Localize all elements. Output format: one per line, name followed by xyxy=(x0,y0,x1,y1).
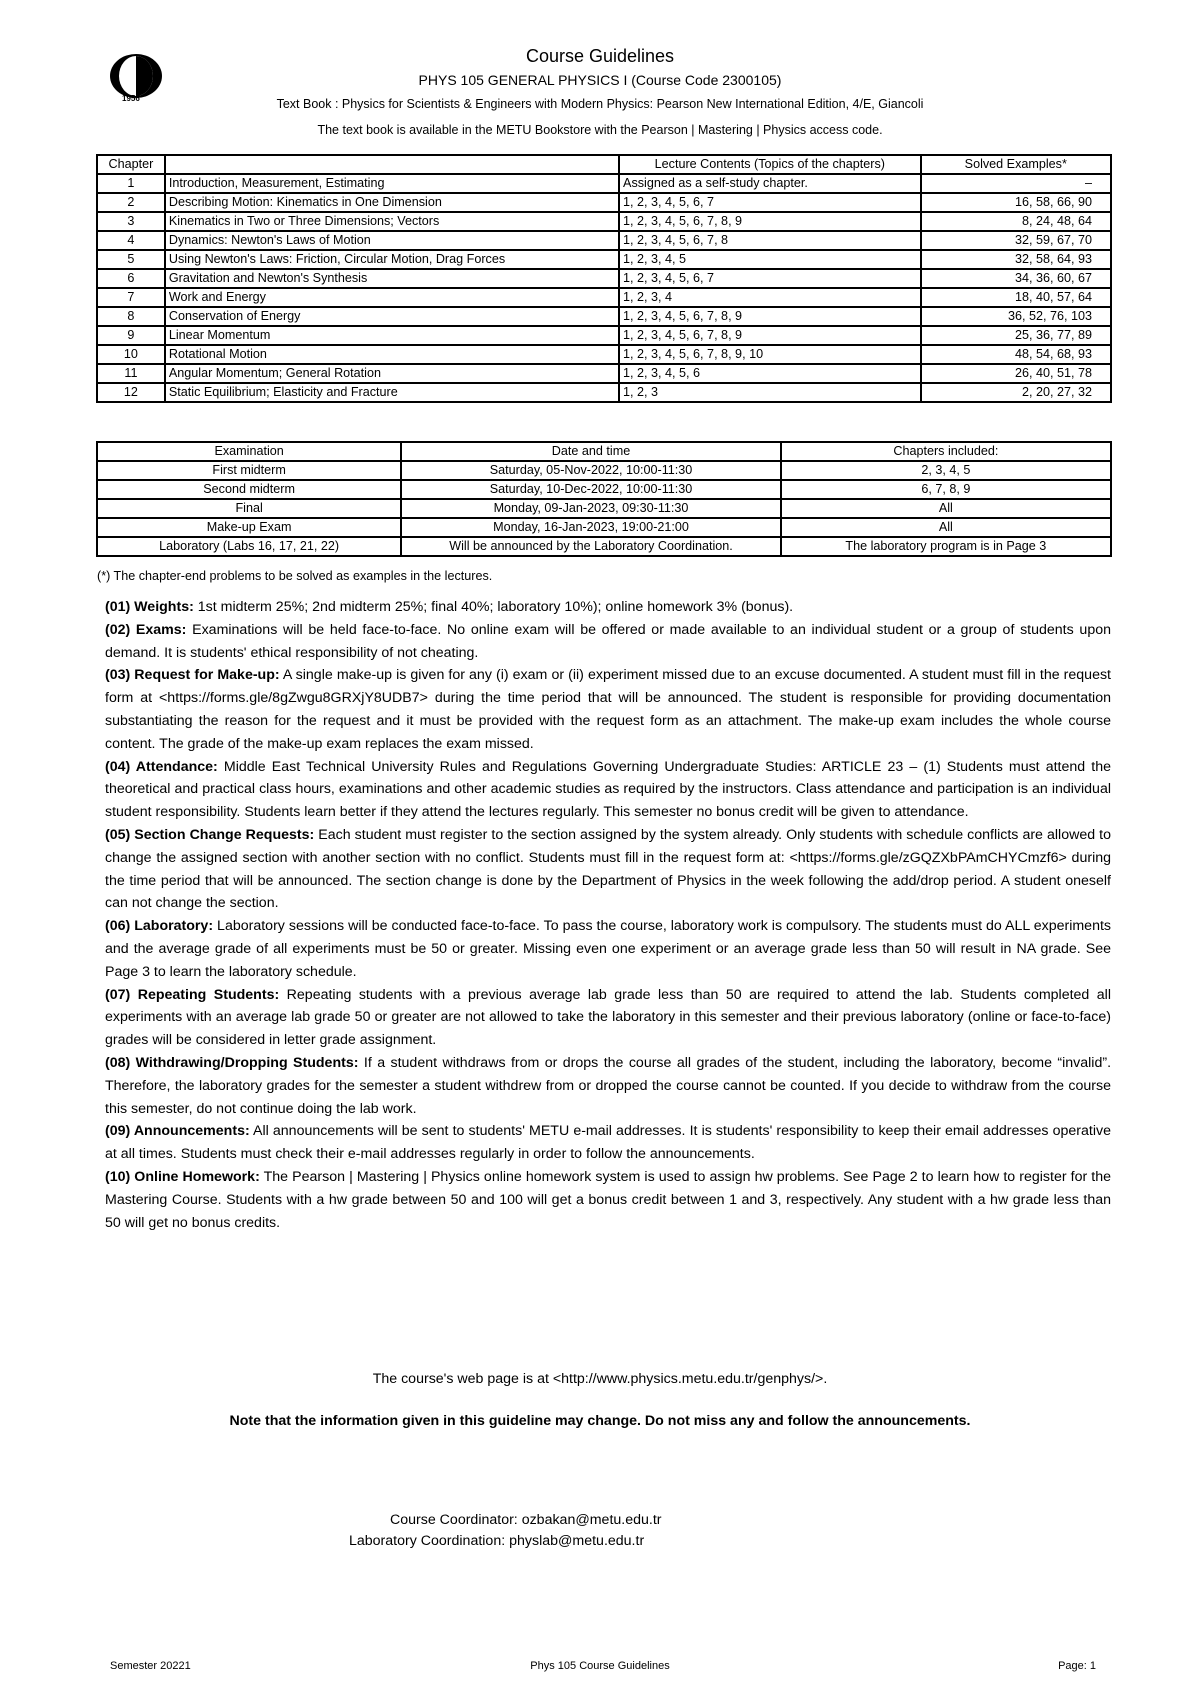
table-row xyxy=(97,364,1111,383)
col-header-lecture-contents: Lecture Contents (Topics of the chapters) xyxy=(619,155,921,174)
examination-cell: Final xyxy=(97,499,401,518)
chapters-included-cell: The laboratory program is in Page 3 xyxy=(781,537,1111,556)
col-header-chapters-included: Chapters included: xyxy=(781,442,1111,461)
table-row xyxy=(97,326,1111,345)
rule-label: (01) Weights: xyxy=(105,599,194,615)
chapter-number-cell: 7 xyxy=(97,288,165,307)
lecture-contents-cell: 1, 2, 3, 4, 5, 6, 7 xyxy=(619,269,921,288)
rule-paragraph xyxy=(105,1120,1111,1166)
solved-examples-cell: 32, 58, 64, 93 xyxy=(921,250,1111,269)
rule-paragraph xyxy=(105,596,1111,619)
solved-examples-cell: 48, 54, 68, 93 xyxy=(921,345,1111,364)
col-header-solved-examples: Solved Examples* xyxy=(921,155,1111,174)
date-time-cell: Monday, 16-Jan-2023, 19:00-21:00 xyxy=(401,518,780,537)
chapter-number-cell: 5 xyxy=(97,250,165,269)
chapter-title-cell: Rotational Motion xyxy=(165,345,619,364)
rule-label: (09) Announcements: xyxy=(105,1123,250,1140)
table-row xyxy=(97,288,1111,307)
chapter-title-cell: Conservation of Energy xyxy=(165,307,619,326)
lecture-contents-cell: 1, 2, 3, 4, 5, 6 xyxy=(619,364,921,383)
chapter-number-cell: 10 xyxy=(97,345,165,364)
rule-label: (06) Laboratory: xyxy=(105,918,214,935)
chapter-title-cell: Angular Momentum; General Rotation xyxy=(165,364,619,383)
col-header-title xyxy=(165,155,619,174)
lecture-contents-cell: 1, 2, 3, 4, 5, 6, 7, 8, 9, 10 xyxy=(619,345,921,364)
date-time-cell: Will be announced by the Laboratory Coordination. xyxy=(401,537,780,556)
solved-examples-cell: 36, 52, 76, 103 xyxy=(921,307,1111,326)
solved-examples-cell: 26, 40, 51, 78 xyxy=(921,364,1111,383)
table-row xyxy=(97,461,1111,480)
lecture-contents-cell: 1, 2, 3, 4, 5, 6, 7, 8 xyxy=(619,231,921,250)
chapter-number-cell: 8 xyxy=(97,307,165,326)
rule-paragraph xyxy=(105,664,1111,755)
rule-paragraph xyxy=(105,984,1111,1052)
solved-examples-cell: 2, 20, 27, 32 xyxy=(921,383,1111,402)
rule-paragraph xyxy=(105,1052,1111,1120)
chapter-number-cell: 11 xyxy=(97,364,165,383)
examination-cell: First midterm xyxy=(97,461,401,480)
course-web-page: The course's web page is at <http://www.physics.metu.edu.tr/genphys/>. xyxy=(372,1371,828,1387)
table-row xyxy=(97,307,1111,326)
chapter-number-cell: 6 xyxy=(97,269,165,288)
solved-examples-cell: 18, 40, 57, 64 xyxy=(921,288,1111,307)
rule-paragraph xyxy=(105,824,1111,915)
chapter-number-cell: 1 xyxy=(97,174,165,193)
exams-table xyxy=(96,441,1112,557)
page-title: Course Guidelines xyxy=(525,46,675,66)
chapter-title-cell: Using Newton's Laws: Friction, Circular Motion, Drag Forces xyxy=(165,250,619,269)
chapter-title-cell: Kinematics in Two or Three Dimensions; Vectors xyxy=(165,212,619,231)
solved-examples-cell: 34, 36, 60, 67 xyxy=(921,269,1111,288)
table-row xyxy=(97,383,1111,402)
chapter-title-cell: Linear Momentum xyxy=(165,326,619,345)
lab-coordination: Laboratory Coordination: physlab@metu.edu.tr xyxy=(349,1533,645,1549)
lecture-contents-cell: 1, 2, 3, 4, 5, 6, 7, 8, 9 xyxy=(619,212,921,231)
footer-page-number: Page: 1 xyxy=(1058,1660,1096,1672)
lecture-contents-cell: 1, 2, 3, 4, 5, 6, 7, 8, 9 xyxy=(619,307,921,326)
rule-text: Repeating students with a previous average lab grade less than 50 are required to attend the lab. Students completed all experiments with an average lab grade 50 or greater are not allowed to take the laboratory in this semester and their previous laboratory (online or face-to-face) grades will be considered in letter grade assignment. xyxy=(105,986,1111,1049)
rule-paragraph xyxy=(105,619,1111,665)
chapters-table-body xyxy=(97,174,1111,402)
chapters-included-cell: 2, 3, 4, 5 xyxy=(781,461,1111,480)
bookstore-line: The text book is available in the METU Bookstore with the Pearson | Mastering | Physics access code. xyxy=(317,123,883,137)
lecture-contents-cell: Assigned as a self-study chapter. xyxy=(619,174,921,193)
table-footnote: (*) The chapter-end problems to be solved as examples in the lectures. xyxy=(97,569,493,583)
table-row xyxy=(97,250,1111,269)
rule-text: The Pearson | Mastering | Physics online homework system is used to assign hw problems. See Page 2 to learn how to register for the Mastering Course. Students with a hw grade between 50 and 100 will get a bonus credit between 1 and 3, respectively. Any student with a hw grade less than 50 will get no bonus credits. xyxy=(105,1168,1111,1231)
date-time-cell: Saturday, 10-Dec-2022, 10:00-11:30 xyxy=(401,480,780,499)
chapter-title-cell: Gravitation and Newton's Synthesis xyxy=(165,269,619,288)
table-row xyxy=(97,480,1111,499)
solved-examples-cell: 32, 59, 67, 70 xyxy=(921,231,1111,250)
rule-label: (07) Repeating Students: xyxy=(105,986,280,1003)
textbook-line: Text Book : Physics for Scientists & Engineers with Modern Physics: Pearson New International Edition, 4/E, Giancoli xyxy=(276,97,924,111)
chapter-title-cell: Work and Energy xyxy=(165,288,619,307)
lecture-contents-cell: 1, 2, 3 xyxy=(619,383,921,402)
chapter-number-cell: 2 xyxy=(97,193,165,212)
chapters-included-cell: All xyxy=(781,499,1111,518)
col-header-date-time: Date and time xyxy=(401,442,780,461)
rule-label: (04) Attendance: xyxy=(105,758,218,775)
rule-text: 1st midterm 25%; 2nd midterm 25%; final 40%; laboratory 10%); online homework 3% (bonus). xyxy=(193,599,794,615)
footer-semester: Semester 20221 xyxy=(110,1660,191,1672)
rule-text: Laboratory sessions will be conducted face-to-face. To pass the course, laboratory work is compulsory. The students must do ALL experiments and the average grade of all experiments must be 50 or greater. Missing even one experiment or an average grade less than 50 will result in NA grade. See Page 3 to learn the laboratory schedule. xyxy=(105,918,1112,980)
exams-table-body xyxy=(97,461,1111,556)
solved-examples-cell: 8, 24, 48, 64 xyxy=(921,212,1111,231)
col-header-chapter: Chapter xyxy=(97,155,165,174)
chapters-table-header xyxy=(97,155,1111,174)
solved-examples-cell: – xyxy=(921,174,1111,193)
chapter-title-cell: Introduction, Measurement, Estimating xyxy=(165,174,619,193)
table-row xyxy=(97,537,1111,556)
lecture-contents-cell: 1, 2, 3, 4, 5 xyxy=(619,250,921,269)
table-row xyxy=(97,345,1111,364)
table-row xyxy=(97,212,1111,231)
examination-cell: Laboratory (Labs 16, 17, 21, 22) xyxy=(97,537,401,556)
guideline-rules xyxy=(105,596,1111,1234)
rule-text: If a student withdraws from or drops the course all grades of the student, including the laboratory, become “invalid”. Therefore, the laboratory grades for the semester a student withdrew from or dropped the course cannot be counted. If you decide to withdraw from the course this semester, do not continue doing the lab work. xyxy=(105,1054,1112,1117)
table-row xyxy=(97,518,1111,537)
date-time-cell: Saturday, 05-Nov-2022, 10:00-11:30 xyxy=(401,461,780,480)
chapters-table xyxy=(96,154,1112,403)
chapters-included-cell: 6, 7, 8, 9 xyxy=(781,480,1111,499)
rule-text: All announcements will be sent to students' METU e-mail addresses. It is students' responsibility to keep their email addresses operative at all times. Students must check their e-mail addresses regularly in order to follow the announcements. xyxy=(105,1123,1111,1163)
rule-label: (02) Exams: xyxy=(105,621,187,638)
lecture-contents-cell: 1, 2, 3, 4, 5, 6, 7, 8, 9 xyxy=(619,326,921,345)
table-row xyxy=(97,174,1111,193)
rule-label: (08) Withdrawing/Dropping Students: xyxy=(105,1054,359,1071)
rule-label: (10) Online Homework: xyxy=(105,1168,260,1185)
chapter-number-cell: 9 xyxy=(97,326,165,345)
rule-paragraph xyxy=(105,1166,1111,1234)
logo-year: 1956 xyxy=(122,94,140,103)
chapter-title-cell: Describing Motion: Kinematics in One Dimension xyxy=(165,193,619,212)
change-note: Note that the information given in this guideline may change. Do not miss any and follow the announcements. xyxy=(229,1413,971,1429)
lecture-contents-cell: 1, 2, 3, 4 xyxy=(619,288,921,307)
rule-paragraph xyxy=(105,915,1111,983)
chapter-number-cell: 3 xyxy=(97,212,165,231)
rule-label: (03) Request for Make-up: xyxy=(105,667,280,684)
chapter-title-cell: Static Equilibrium; Elasticity and Fracture xyxy=(165,383,619,402)
course-coordinator: Course Coordinator: ozbakan@metu.edu.tr xyxy=(390,1512,662,1528)
rule-text: A single make-up is given for any (i) exam or (ii) experiment missed due to an excuse documented. A student must fill in the request form at <https://forms.gle/8gZwgu8GRXjY8UDB7> during the time period that will be announced. The student is responsible for providing documentation substantiating the reason for the request and it must be provided with the request form as an attachment. The make-up exam includes the whole course content. The grade of the make-up exam replaces the exam missed. xyxy=(105,667,1111,752)
exams-table-header xyxy=(97,442,1111,461)
chapter-number-cell: 4 xyxy=(97,231,165,250)
rule-text: Examinations will be held face-to-face. No online exam will be offered or made available to an individual student or a group of students upon demand. It is students' ethical responsibility of not cheating. xyxy=(105,621,1111,661)
lecture-contents-cell: 1, 2, 3, 4, 5, 6, 7 xyxy=(619,193,921,212)
date-time-cell: Monday, 09-Jan-2023, 09:30-11:30 xyxy=(401,499,780,518)
rule-text: Each student must register to the section assigned by the system already. Only students with schedule conflicts are allowed to change the assigned section with another section with no conflict. Students must fill in the request form at: <https://forms.gle/zGQZXbPAmCHYCmzf6> during the time period that will be announced. The section change is done by the Department of Physics in the week following the add/drop period. A student oneself can not change the section. xyxy=(105,826,1111,912)
rule-paragraph xyxy=(105,756,1111,824)
solved-examples-cell: 25, 36, 77, 89 xyxy=(921,326,1111,345)
chapters-included-cell: All xyxy=(781,518,1111,537)
table-row xyxy=(97,193,1111,212)
table-row xyxy=(97,269,1111,288)
examination-cell: Second midterm xyxy=(97,480,401,499)
table-row xyxy=(97,499,1111,518)
solved-examples-cell: 16, 58, 66, 90 xyxy=(921,193,1111,212)
footer-doc-title: Phys 105 Course Guidelines xyxy=(530,1660,670,1672)
col-header-examination: Examination xyxy=(97,442,401,461)
table-row xyxy=(97,231,1111,250)
examination-cell: Make-up Exam xyxy=(97,518,401,537)
course-subtitle: PHYS 105 GENERAL PHYSICS I (Course Code 2300105) xyxy=(418,72,782,88)
rule-label: (05) Section Change Requests: xyxy=(105,826,315,843)
chapter-title-cell: Dynamics: Newton's Laws of Motion xyxy=(165,231,619,250)
chapter-number-cell: 12 xyxy=(97,383,165,402)
rule-text: Middle East Technical University Rules and Regulations Governing Undergraduate Studies: ARTICLE 23 – (1) Students must attend the theoretical and practical class hours, examinations and other academic studies as required by the instructors. Class attendance and participation is an individual student responsibility. Students learn better if they attend the lectures regularly. This semester no bonus credit will be given to attendance. xyxy=(105,758,1111,821)
